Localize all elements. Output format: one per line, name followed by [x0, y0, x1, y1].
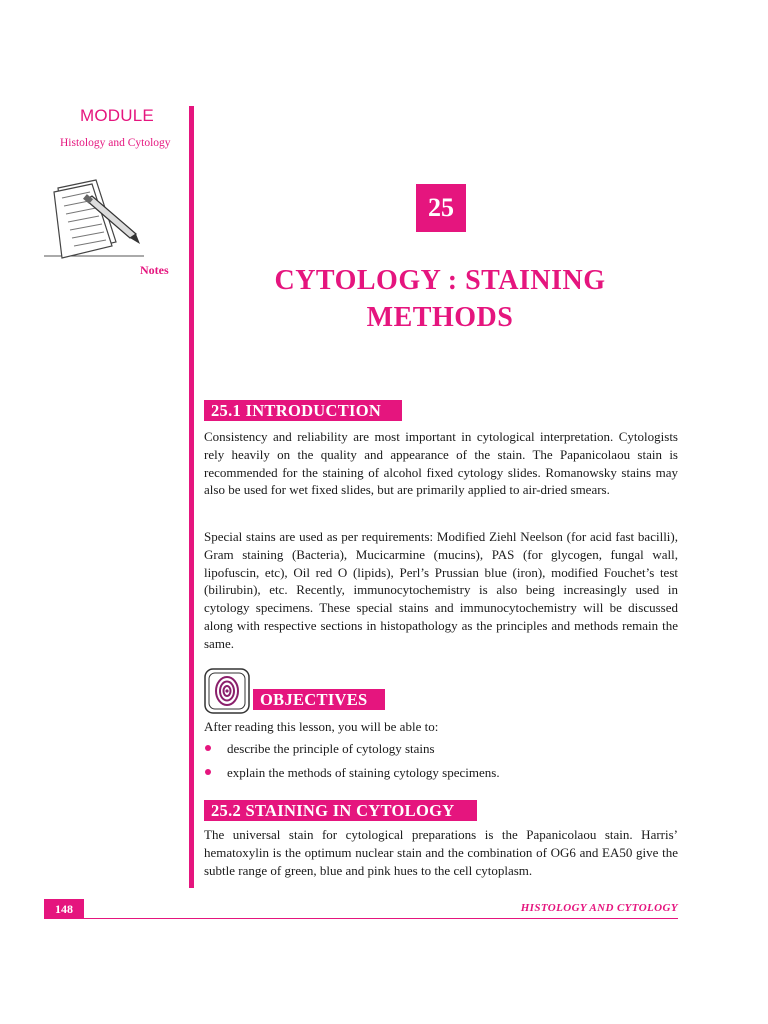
intro-paragraph-2: Special stains are used as per requirements: Modified Ziehl Neelson (for acid fast bacilli), Gram staining (Bacteria), Mucicarmine (mucins), PAS (for glycogen, fungal wall, lipofuscin, etc), Oil red O (lipids), Perl’s Prussian blue (iron), modified Fouchet’s test (bilirubin), etc. Recently, immunocytochemistry is also being increasingly used in cytology specimens. These special stains and immunocytochemistry will be discussed along with respective sections in histopathology as the principles and methods remain the same.: [204, 529, 678, 651]
module-subtitle: Histology and Cytology: [60, 137, 171, 149]
objectives-heading: OBJECTIVES: [253, 689, 385, 710]
bullet-icon: [205, 745, 211, 751]
objective-item-text: explain the methods of staining cytology specimens.: [227, 765, 500, 780]
notes-label: Notes: [140, 263, 169, 277]
objective-item-text: describe the principle of cytology stains: [227, 741, 435, 756]
footer-rule: [44, 918, 678, 919]
objectives-intro: After reading this lesson, you will be able to:: [204, 719, 439, 734]
chapter-number: 25: [416, 184, 466, 232]
margin-divider: [189, 106, 194, 888]
chapter-title-line2: METHODS: [366, 302, 514, 333]
objective-item: [204, 740, 500, 764]
chapter-title-line1: CYTOLOGY : STAINING: [274, 265, 606, 296]
page-number: 148: [44, 899, 84, 919]
bullet-icon: [205, 769, 211, 775]
intro-paragraph-1: Consistency and reliability are most important in cytological interpretation. Cytologists rely heavily on the quality and appearance of the stain. The Papanicolaou stain is recommended for the staining of alcohol fixed cytology slides. Romanowsky stains may also be used for wet fixed slides, but are primarily applied to air-dried smears.: [204, 429, 678, 498]
target-icon: [204, 668, 250, 714]
section-heading-staining: 25.2 STAINING IN CYTOLOGY: [204, 800, 477, 821]
running-title: HISTOLOGY AND CYTOLOGY: [520, 902, 678, 914]
objectives-list: [204, 740, 500, 788]
module-label: MODULE: [80, 106, 154, 125]
staining-paragraph: The universal stain for cytological preparations is the Papanicolaou stain. Harris’ hematoxylin is the optimum nuclear stain and the combination of OG6 and EA50 give the subtle range of green, blue and pink hues to the cell cytoplasm.: [204, 827, 678, 878]
objective-item: [204, 764, 500, 788]
notepad-pencil-icon: [44, 176, 144, 262]
chapter-title: [212, 262, 668, 336]
section-heading-introduction: 25.1 INTRODUCTION: [204, 400, 402, 421]
